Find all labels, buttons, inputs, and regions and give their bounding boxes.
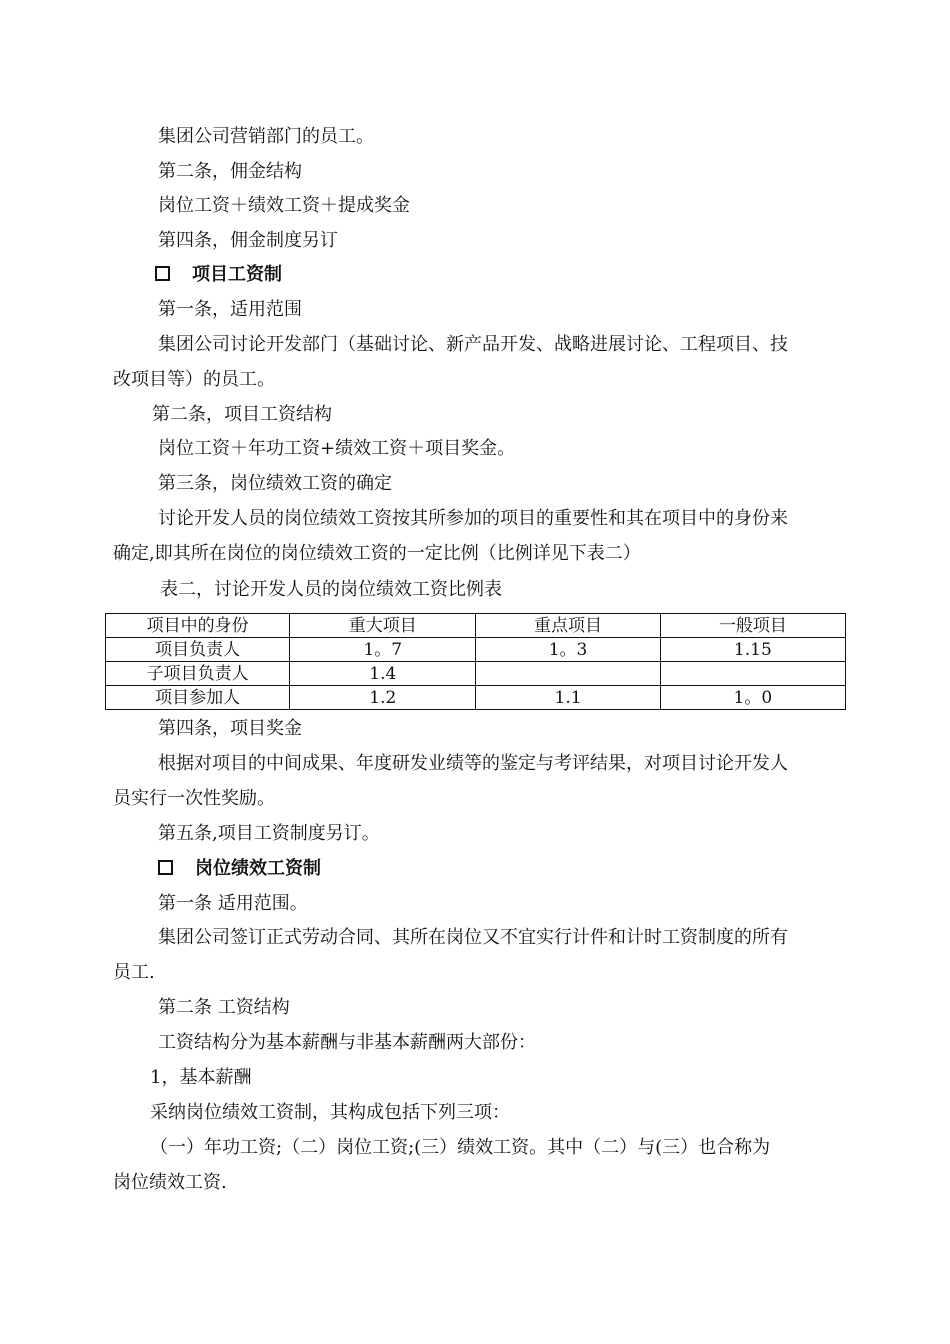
text-line: 第四条，佣金制度另订 — [158, 230, 338, 251]
ratio-table — [105, 613, 846, 710]
table-row — [106, 662, 846, 686]
table-cell: 1.4 — [290, 662, 476, 686]
table-cell: 1。0 — [660, 686, 845, 710]
table-cell: 1。7 — [290, 638, 476, 662]
table-row — [106, 686, 846, 710]
text-line: 第一条，适用范围 — [158, 299, 302, 320]
table-row — [106, 638, 846, 662]
text-line: 工资结构分为基本薪酬与非基本薪酬两大部份： — [158, 1032, 536, 1053]
text-line: 采纳岗位绩效工资制，其构成包括下列三项： — [150, 1102, 510, 1123]
text-line: （一）年功工资;（二）岗位工资;(三）绩效工资。其中（二）与(三）也合称为 — [150, 1137, 771, 1158]
text-line: 集团公司营销部门的员工。 — [158, 126, 374, 147]
table-cell: 1。3 — [476, 638, 660, 662]
section-heading-position-pay: 岗位绩效工资制 — [158, 857, 321, 881]
text-line: 讨论开发人员的岗位绩效工资按其所参加的项目的重要性和其在项目中的身份来 — [158, 508, 788, 529]
text-line: 岗位工资＋绩效工资＋提成奖金 — [158, 195, 410, 216]
text-line: 确定,即其所在岗位的岗位绩效工资的一定比例（比例详见下表二） — [113, 543, 641, 564]
table-cell: 项目负责人 — [106, 638, 290, 662]
table-header-cell: 重点项目 — [476, 614, 660, 638]
text-line: 员实行一次性奖励。 — [113, 788, 275, 809]
table-cell — [476, 662, 660, 686]
table-cell: 子项目负责人 — [106, 662, 290, 686]
table-header-cell: 项目中的身份 — [106, 614, 290, 638]
table-header-cell: 一般项目 — [660, 614, 845, 638]
text-line: 集团公司签订正式劳动合同、其所在岗位又不宜实行计件和计时工资制度的所有 — [158, 927, 788, 948]
checkbox-square-icon — [158, 860, 173, 875]
table-caption: 表二，讨论开发人员的岗位绩效工资比例表 — [160, 579, 502, 600]
table-cell: 1.1 — [476, 686, 660, 710]
text-line: 1，基本薪酬 — [150, 1067, 252, 1088]
table-cell: 项目参加人 — [106, 686, 290, 710]
text-line: 第五条,项目工资制度另订。 — [158, 823, 380, 844]
text-line: 改项目等）的员工。 — [113, 369, 275, 390]
text-line: 员工. — [113, 962, 155, 983]
table-header-cell: 重大项目 — [290, 614, 476, 638]
text-line: 根据对项目的中间成果、年度研发业绩等的鉴定与考评结果，对项目讨论开发人 — [158, 753, 788, 774]
text-line: 第二条 工资结构 — [158, 997, 290, 1018]
text-line: 第二条，项目工资结构 — [152, 404, 332, 425]
table-cell: 1.15 — [660, 638, 845, 662]
text-line: 岗位绩效工资. — [113, 1172, 227, 1193]
table-header-row — [106, 614, 846, 638]
table-cell: 1.2 — [290, 686, 476, 710]
table-cell — [660, 662, 845, 686]
text-line: 第四条，项目奖金 — [158, 718, 302, 739]
section-heading-project-pay: 项目工资制 — [155, 263, 282, 287]
checkbox-square-icon — [155, 266, 170, 281]
text-line: 第一条 适用范围。 — [158, 893, 308, 914]
text-line: 岗位工资＋年功工资+绩效工资＋项目奖金。 — [158, 438, 516, 459]
text-line: 第二条，佣金结构 — [158, 161, 302, 182]
text-line: 集团公司讨论开发部门（基础讨论、新产品开发、战略进展讨论、工程项目、技 — [158, 334, 788, 355]
text-line: 第三条，岗位绩效工资的确定 — [158, 473, 392, 494]
